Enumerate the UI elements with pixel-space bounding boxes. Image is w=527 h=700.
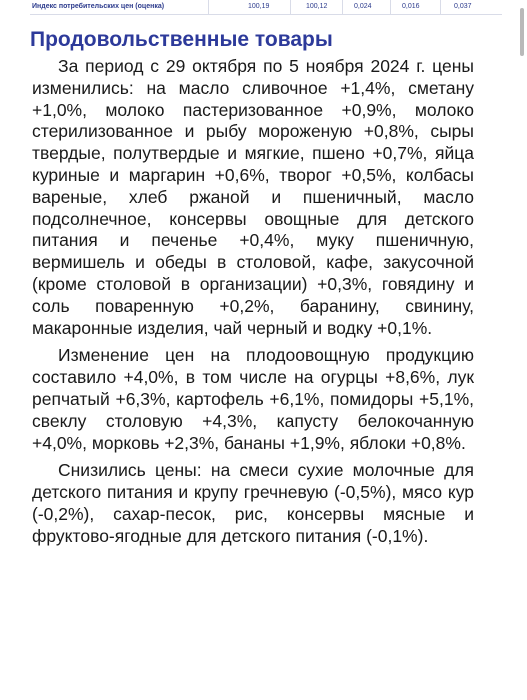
paragraph-fruit-vegetables: Изменение цен на плодоовощную продукцию составило +4,0%, в том числе на огурцы +8,6%, лук репчатый +6,3%, картофель +6,1%, помидоры +5,1%, свеклу столовую +4,3%, капусту белокочанную +4,0%, морковь +2,3%, бананы +1,9%, яблоки +0,8%. — [32, 345, 474, 453]
table-row-label: Индекс потребительских цен (оценка) — [32, 3, 165, 10]
table-cell-value-1: 100,19 — [248, 3, 270, 10]
table-divider — [208, 0, 209, 14]
section-body — [32, 56, 474, 554]
table-divider — [390, 0, 391, 14]
scrollbar-thumb[interactable] — [520, 8, 524, 56]
cpi-table-row — [30, 0, 502, 15]
table-cell-value-5: 0,037 — [454, 3, 472, 10]
section-title: Продовольственные товары — [30, 28, 333, 51]
table-divider — [290, 0, 291, 14]
paragraph-food-prices: За период с 29 октября по 5 ноября 2024 г. цены изменились: на масло сливочное +1,4%, сметану +1,0%, молоко пастеризованное +0,9%, молоко стерилизованное и рыбу мороженую +0,8%, сыры твердые, полутвердые и мягкие, пшено +0,7%, яйца куриные и маргарин +0,6%, творог +0,5%, колбасы вареные, хлеб ржаной и пшеничный, масло подсолнечное, консервы овощные для детского питания и печенье +0,4%, муку пшеничную, вермишель и обеды в столовой, кафе, закусочной (кроме столовой в организации) +0,3%, говядину и соль поваренную +0,2%, баранину, свинину, макаронные изделия, чай черный и водку +0,1%. — [32, 56, 474, 338]
table-cell-value-2: 100,12 — [306, 3, 328, 10]
table-divider — [440, 0, 441, 14]
paragraph-price-decreases: Снизились цены: на смеси сухие молочные для детского питания и крупу гречневую (-0,5%), мясо кур (-0,2%), сахар-песок, рис, консервы мясные и фруктово-ягодные для детского питания (-0,1%). — [32, 460, 474, 546]
table-cell-value-4: 0,016 — [402, 3, 420, 10]
table-divider — [342, 0, 343, 14]
table-cell-value-3: 0,024 — [354, 3, 372, 10]
